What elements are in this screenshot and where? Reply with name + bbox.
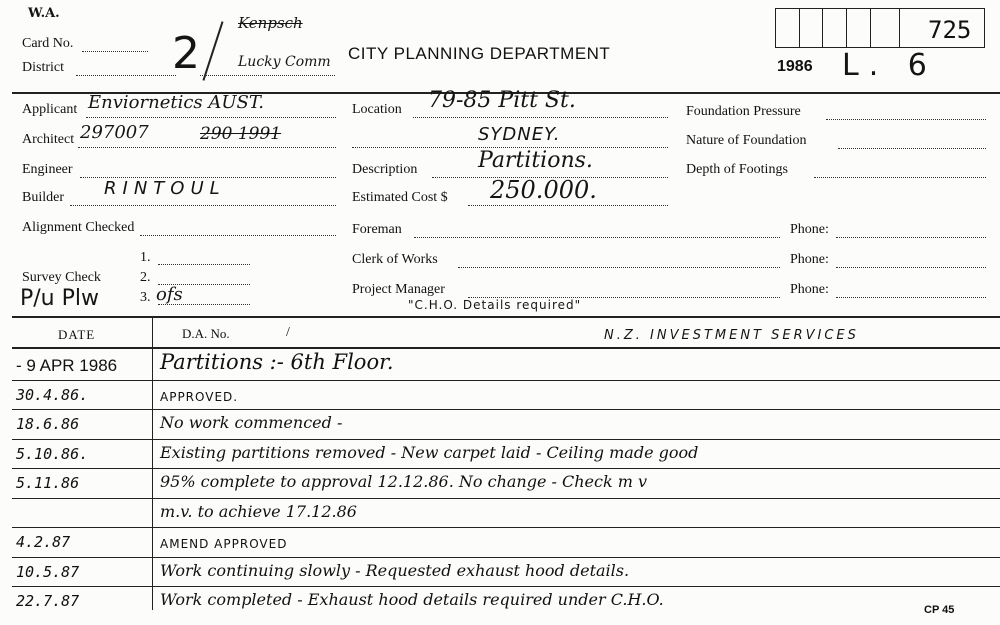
log-row-rule [12,380,1000,381]
applicant-value: Enviornetics AUST. [88,92,264,113]
log-row-rule [12,527,1000,528]
district-line-2 [200,75,335,76]
log-date: 18.6.86 [16,415,80,433]
log-text: Work continuing slowly - Requested exhaust hood details. [160,560,630,580]
log-date: 5.11.86 [16,474,80,492]
log-row-rule [12,586,1000,587]
architect-struck: 290 1991 [200,124,282,144]
log-text: APPROVED. [160,389,239,404]
log-text: Existing partitions removed - New carpet laid - Ceiling made good [160,442,699,462]
applicant-label: Applicant [22,102,78,117]
log-row-rule [12,409,1000,410]
location-label: Location [352,102,402,117]
year-code: L. 6 [842,48,937,83]
card-number: 725 [928,16,972,44]
card-no-label: Card No. [22,36,74,51]
alignment-line [140,235,336,236]
log-top-rule [12,316,1000,318]
log-header-rule [12,347,1000,349]
foreman-label: Foreman [352,222,402,237]
phone-line-3 [836,297,986,298]
foundation-pressure-line [826,119,986,120]
log-text: No work commenced - [160,413,343,432]
survey-1-line [158,264,250,265]
log-date: 22.7.87 [16,592,80,610]
foundation-pressure-label: Foundation Pressure [686,104,801,119]
log-date: 30.4.86. [16,385,89,404]
builder-line [70,205,336,206]
box-divider-4 [870,8,871,48]
phone-label-3: Phone: [790,282,829,297]
architect-line [78,147,336,148]
log-date: 4.2.87 [16,533,71,551]
engineer-label: Engineer [22,162,73,177]
phone-label-1: Phone: [790,222,829,237]
cost-label: Estimated Cost $ [352,190,448,205]
tenant: N.Z. INVESTMENT SERVICES [604,328,859,343]
location-city: SYDNEY. [478,124,561,145]
survey-note: P/u Plw [20,286,99,311]
district-number: 2 [172,28,200,79]
log-text: 95% complete to approval 12.12.86. No change - Check m v [160,472,648,491]
card-form: CP 45 [924,604,955,616]
log-text: m.v. to achieve 17.12.86 [160,501,357,521]
survey-3-line [158,304,250,305]
log-date: 10.5.87 [16,562,80,581]
builder-value: RINTOUL [104,178,226,199]
location-line [413,117,668,118]
district-name: Lucky Comm [238,54,331,70]
clerk-label: Clerk of Works [352,252,438,267]
description-value: Partitions. [478,148,593,173]
card-no-line [82,51,148,52]
log-date: 5.10.86. [16,444,89,463]
box-divider-2 [822,8,823,48]
depth-label: Depth of Footings [686,162,788,177]
nature-label: Nature of Foundation [686,133,807,148]
pm-label: Project Manager [352,282,445,297]
clerk-line [458,267,780,268]
applicant-line [86,117,336,118]
cost-value: 250.000. [490,176,597,204]
alignment-label: Alignment Checked [22,220,135,235]
initials: W.A. [28,6,60,21]
log-text: AMEND APPROVED [160,537,288,551]
da-slash: / [286,325,290,340]
chd-note: "C.H.O. Details required" [408,298,582,312]
architect-value: 297007 [80,122,149,143]
location-value: 79-85 Pitt St. [428,88,576,113]
architect-label: Architect [22,132,75,147]
district-line [76,75,176,76]
phone-line-1 [836,237,986,238]
survey-3: 3. [140,290,151,305]
cost-line [468,205,668,206]
log-row-rule [12,468,1000,469]
phone-label-2: Phone: [790,252,829,267]
log-date-divider [152,316,153,610]
date-header: DATE [58,327,96,342]
box-divider-5 [899,8,900,48]
log-row-rule [12,439,1000,440]
nature-line [838,148,986,149]
district-struck: Kenpsch [238,14,303,32]
district-slash [202,21,223,81]
phone-line-2 [836,267,986,268]
district-label: District [22,60,64,75]
log-text: Partitions :- 6th Floor. [160,350,394,374]
foreman-line [414,237,780,238]
year: 1986 [777,58,813,75]
page-title: CITY PLANNING DEPARTMENT [348,44,611,63]
builder-label: Builder [22,190,64,205]
survey-1: 1. [140,250,151,265]
survey-label: Survey Check [22,270,101,285]
box-divider-1 [799,8,800,48]
log-date: - 9 APR 1986 [16,356,118,375]
survey-3-value: ofs [156,284,183,305]
description-label: Description [352,162,418,177]
da-header: D.A. No. [182,326,230,341]
log-row-rule [12,498,1000,499]
box-divider-3 [846,8,847,48]
survey-2: 2. [140,270,151,285]
log-row-rule [12,557,1000,558]
depth-line [814,177,986,178]
log-text: Work completed - Exhaust hood details required under C.H.O. [160,590,664,609]
